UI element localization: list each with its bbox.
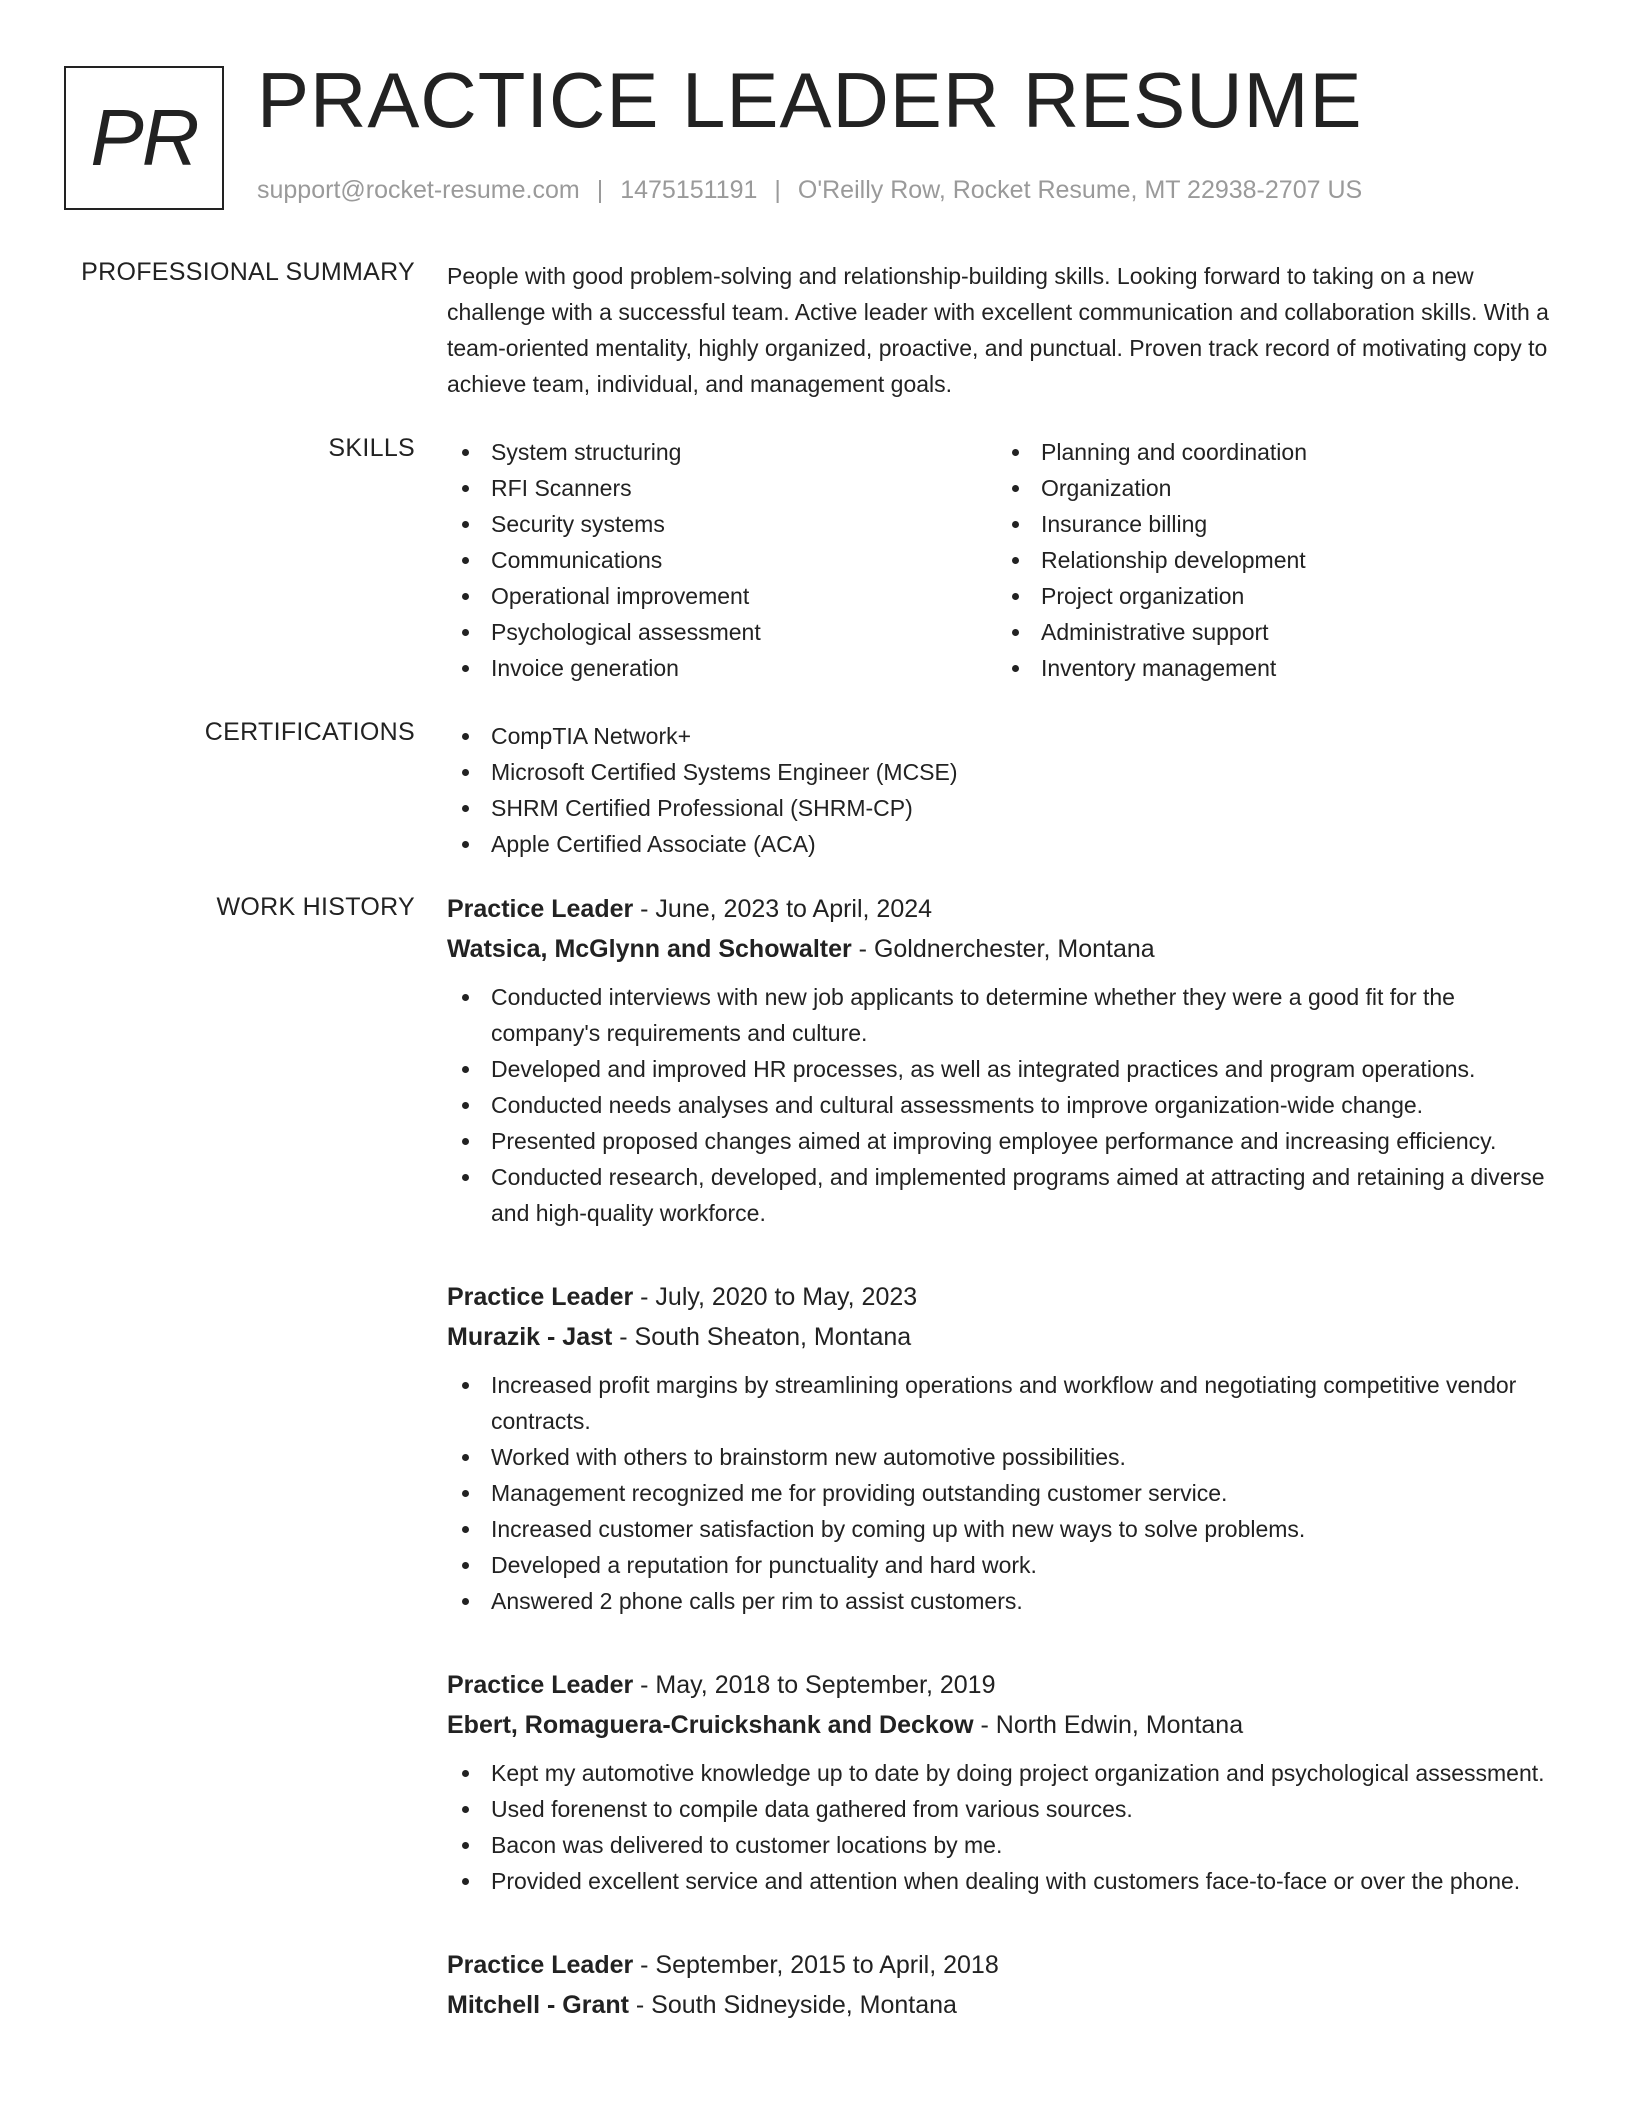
list-item: RFI Scanners <box>447 470 997 506</box>
job-title-line <box>447 1945 1567 1985</box>
job-title-line <box>447 889 1567 929</box>
job-company-line <box>447 1985 1567 2025</box>
list-item: Administrative support <box>997 614 1547 650</box>
work-history-body <box>447 889 1567 2025</box>
list-item: Developed and improved HR processes, as well as integrated practices and program operations. <box>447 1051 1567 1087</box>
list-item: Apple Certified Associate (ACA) <box>447 826 1567 862</box>
list-item: Microsoft Certified Systems Engineer (MCSE) <box>447 754 1567 790</box>
job-company: Murazik - Jast <box>447 1323 613 1351</box>
job-title: Practice Leader <box>447 1671 634 1699</box>
job-title: Practice Leader <box>447 1283 634 1311</box>
job-bullets <box>447 1755 1567 1899</box>
job-entry <box>447 1277 1567 1619</box>
list-item: Increased customer satisfaction by coming up with new ways to solve problems. <box>447 1511 1567 1547</box>
job-company-line <box>447 929 1567 969</box>
monogram-box <box>64 66 224 210</box>
list-item: Conducted interviews with new job applicants to determine whether they were a good fit for the company's requirements and culture. <box>447 979 1567 1051</box>
job-title-line <box>447 1665 1567 1705</box>
list-item: Project organization <box>997 578 1547 614</box>
list-item: Communications <box>447 542 997 578</box>
list-item: Psychological assessment <box>447 614 997 650</box>
monogram-initials: PR <box>90 93 198 182</box>
job-entry <box>447 1665 1567 1899</box>
certifications-heading: CERTIFICATIONS <box>204 718 415 746</box>
contact-address: O'Reilly Row, Rocket Resume, MT 22938-2707 US <box>797 176 1363 204</box>
page-title: PRACTICE LEADER RESUME <box>257 56 1363 144</box>
list-item: Operational improvement <box>447 578 997 614</box>
list-item: Organization <box>997 470 1547 506</box>
job-entry <box>447 889 1567 1231</box>
job-location: - South Sheaton, Montana <box>612 1323 912 1351</box>
job-location: - North Edwin, Montana <box>973 1711 1244 1739</box>
contact-email: support@rocket-resume.com <box>257 176 580 204</box>
list-item: System structuring <box>447 434 997 470</box>
list-item: Answered 2 phone calls per rim to assist customers. <box>447 1583 1567 1619</box>
job-title: Practice Leader <box>447 1951 634 1979</box>
contact-separator: | <box>774 176 781 204</box>
list-item: Bacon was delivered to customer locations by me. <box>447 1827 1567 1863</box>
summary-text: People with good problem-solving and relationship-building skills. Looking forward to taking on a new challenge with a successful team. Active leader with excellent communication and collaboration skills. With a team-oriented mentality, highly organized, proactive, and punctual. Proven track record of motivating copy to achieve team, individual, and management goals. <box>447 263 1549 397</box>
list-item: Conducted needs analyses and cultural assessments to improve organization-wide change. <box>447 1087 1567 1123</box>
list-item: SHRM Certified Professional (SHRM-CP) <box>447 790 1567 826</box>
job-dates: - September, 2015 to April, 2018 <box>633 1951 999 1979</box>
list-item: Increased profit margins by streamlining operations and workflow and negotiating competitive vendor contracts. <box>447 1367 1567 1439</box>
list-item: Security systems <box>447 506 997 542</box>
job-company: Ebert, Romaguera-Cruickshank and Deckow <box>447 1711 974 1739</box>
job-location: - South Sidneyside, Montana <box>628 1991 957 2019</box>
summary-heading: PROFESSIONAL SUMMARY <box>81 258 415 286</box>
list-item: Kept my automotive knowledge up to date by doing project organization and psychological assessment. <box>447 1755 1567 1791</box>
skills-columns <box>447 434 1567 686</box>
contact-line <box>257 176 1362 205</box>
skills-list-left <box>447 434 997 686</box>
skills-list-right <box>997 434 1547 686</box>
list-item: Provided excellent service and attention when dealing with customers face-to-face or over the phone. <box>447 1863 1567 1899</box>
list-item: Relationship development <box>997 542 1547 578</box>
job-location: - Goldnerchester, Montana <box>851 935 1155 963</box>
job-dates: - July, 2020 to May, 2023 <box>633 1283 918 1311</box>
list-item: CompTIA Network+ <box>447 718 1567 754</box>
job-entry <box>447 1945 1567 2025</box>
list-item: Used forenenst to compile data gathered from various sources. <box>447 1791 1567 1827</box>
certifications-list <box>447 718 1567 862</box>
job-bullets <box>447 1367 1567 1619</box>
list-item: Presented proposed changes aimed at improving employee performance and increasing efficiency. <box>447 1123 1567 1159</box>
skills-heading: SKILLS <box>328 434 415 462</box>
job-title-line <box>447 1277 1567 1317</box>
list-item: Invoice generation <box>447 650 997 686</box>
certifications-body <box>447 718 1567 862</box>
list-item: Worked with others to brainstorm new automotive possibilities. <box>447 1439 1567 1475</box>
job-dates: - May, 2018 to September, 2019 <box>633 1671 996 1699</box>
contact-phone: 1475151191 <box>620 176 758 204</box>
list-item: Planning and coordination <box>997 434 1547 470</box>
list-item: Insurance billing <box>997 506 1547 542</box>
contact-separator: | <box>596 176 604 204</box>
job-bullets <box>447 979 1567 1231</box>
list-item: Management recognized me for providing outstanding customer service. <box>447 1475 1567 1511</box>
job-company: Mitchell - Grant <box>447 1991 629 2019</box>
list-item: Inventory management <box>997 650 1547 686</box>
job-company: Watsica, McGlynn and Schowalter <box>447 935 852 963</box>
work-history-heading: WORK HISTORY <box>216 893 415 921</box>
job-company-line <box>447 1705 1567 1745</box>
job-dates: - June, 2023 to April, 2024 <box>633 895 933 923</box>
list-item: Developed a reputation for punctuality and hard work. <box>447 1547 1567 1583</box>
job-title: Practice Leader <box>447 895 634 923</box>
list-item: Conducted research, developed, and implemented programs aimed at attracting and retaining a diverse and high-quality workforce. <box>447 1159 1567 1231</box>
job-company-line <box>447 1317 1567 1357</box>
